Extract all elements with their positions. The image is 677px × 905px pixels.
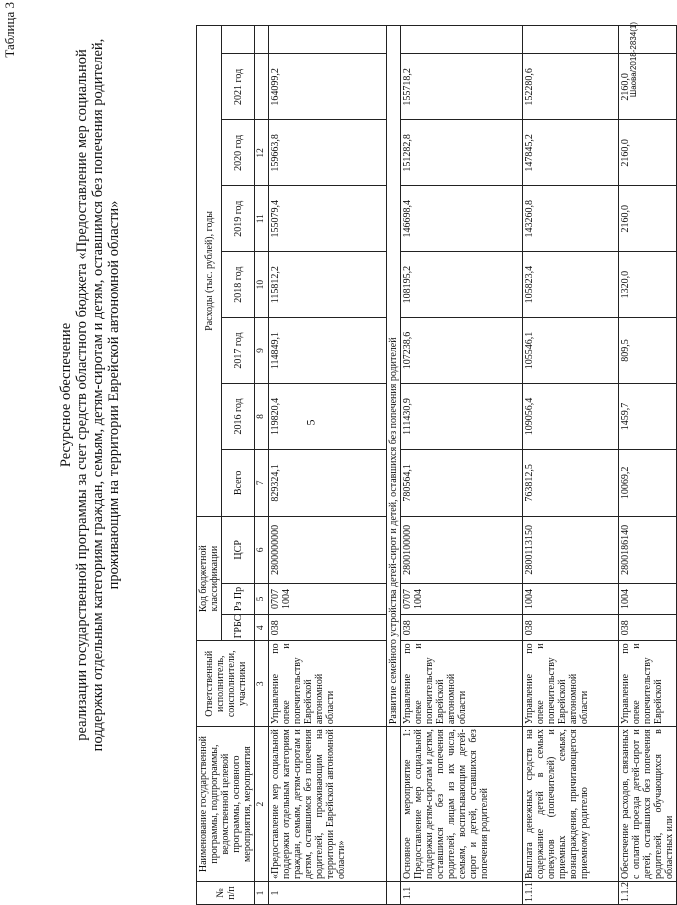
table-row — [619, 26, 677, 905]
title-line-4: проживающим на территории Еврейской автономной области» — [106, 200, 122, 590]
section-title: Развитие семейного устройства детей-сирот и детей, оставшихся без попечения родителей — [387, 26, 401, 727]
col-index: 11 — [255, 186, 269, 252]
header-year-2019: 2019 год — [222, 186, 255, 252]
row-blank — [619, 26, 677, 54]
row-name: Выплата денежных средств на содержание детей в семьях опекунов (попечителей) и приемных семьях, вознаграждения, причитающегося приемному родителю — [523, 727, 619, 882]
header-row-1 — [197, 26, 222, 905]
row-2017: 105546,1 — [523, 318, 619, 384]
header-year-2018: 2018 год — [222, 252, 255, 318]
row-total: 829324,1 — [269, 449, 387, 516]
header-csr: ЦСР — [222, 516, 255, 583]
row-csr: 2800113150 — [523, 516, 619, 583]
row-csr: 2800186140 — [619, 516, 677, 583]
row-rz-pr: 1004 — [619, 583, 677, 614]
row-total: 780564,1 — [401, 449, 523, 516]
col-index: 7 — [255, 449, 269, 516]
row-2018: 108195,2 — [401, 252, 523, 318]
column-index-row — [255, 26, 269, 905]
signature-footer: Шаова/2018-2834(1) — [629, 22, 638, 98]
row-2017: 107238,6 — [401, 318, 523, 384]
row-2018: 115812,2 — [269, 252, 387, 318]
section-num-blank — [387, 881, 401, 904]
header-num: № п/п — [197, 881, 255, 904]
title-line-1: Ресурсное обеспечение — [58, 322, 74, 468]
table-row — [523, 26, 619, 905]
row-num: 1.1 — [401, 881, 523, 904]
col-index: 4 — [255, 615, 269, 641]
row-csr: 2800000000 — [269, 516, 387, 583]
title-line-3: поддержки отдельным категориям граждан, семьям, детям-сиротам и детям, оставшимся без попечения родителей, — [90, 38, 106, 752]
row-2018: 1320,0 — [619, 252, 677, 318]
row-executor: Управление по опеке и попечительству Еврейской автономной области — [401, 641, 523, 727]
header-name: Наименование государственной программы, подпрограммы, ведомственной целевой программы, основного мероприятия, мероприятия — [197, 727, 255, 882]
row-2019: 143260,8 — [523, 186, 619, 252]
row-rz-pr: 1004 — [523, 583, 619, 614]
row-total: 10069,2 — [619, 449, 677, 516]
header-total: Всего — [222, 449, 255, 516]
col-index — [255, 54, 269, 120]
title-line-2: реализации государственной программы за счет средств областного бюджета «Предоставление мер социальной — [74, 49, 90, 741]
header-year-2016: 2016 год — [222, 383, 255, 449]
header-budget-code: Код бюджетной классификации — [197, 516, 222, 641]
row-2021: 164099,2 — [269, 54, 387, 120]
table-row — [269, 26, 387, 905]
resource-table — [196, 25, 677, 905]
col-index: 6 — [255, 516, 269, 583]
row-blank — [523, 26, 619, 54]
header-year-2021: 2021 год — [222, 54, 255, 120]
row-2019: 146698,4 — [401, 186, 523, 252]
row-2017: 114849,1 — [269, 318, 387, 384]
row-name: «Предоставление мер социальной поддержки отдельным категориям граждан, семьям, детям-сиротам и детям, оставшимся без попечения родителей, проживающим на территории Еврейской автономной области» — [269, 727, 387, 882]
section-row — [387, 26, 401, 905]
col-index: 2 — [255, 727, 269, 882]
row-2016: 119820,4 — [269, 383, 387, 449]
col-index: 10 — [255, 252, 269, 318]
row-num: 1.1.2 — [619, 881, 677, 904]
header-grbs: ГРБС — [222, 615, 255, 641]
col-index: 1 — [255, 881, 269, 904]
col-index: 12 — [255, 120, 269, 186]
col-index — [255, 26, 269, 54]
header-executor: Ответственный исполнитель, соисполнители, участники — [197, 641, 255, 727]
table-label: Таблица 3 — [2, 2, 17, 58]
row-2019: 155079,4 — [269, 186, 387, 252]
row-2020: 159663,8 — [269, 120, 387, 186]
row-2021: 155718,2 — [401, 54, 523, 120]
header-year-2020: 2020 год — [222, 120, 255, 186]
document-title — [58, 35, 122, 755]
page-number-top: 5 — [303, 419, 318, 426]
row-total: 763812,5 — [523, 449, 619, 516]
col-index: 5 — [255, 583, 269, 614]
row-blank — [401, 26, 523, 54]
row-name: Обеспечение расходов, связанных с оплатой проезда детей-сирот и детей, оставшихся без попечения родителей, обучающихся в областных или — [619, 727, 677, 882]
row-name: Основное мероприятие 1: Предоставление мер социальной поддержки детям-сиротам и детям, оставшимся без попечения родителей, лицам из их числа, семьям, воспитывающим детей-сирот и детей, оставшихся без попечения родителей — [401, 727, 523, 882]
row-rz-pr: 0707 1004 — [269, 583, 387, 614]
row-rz-pr: 0707 1004 — [401, 583, 523, 614]
row-2016: 109056,4 — [523, 383, 619, 449]
header-rz-pr: Рз Пр — [222, 583, 255, 614]
row-executor: Управление по опеке и попечительству Еврейской автономной области — [269, 641, 387, 727]
row-2018: 105823,4 — [523, 252, 619, 318]
row-2021: 152280,6 — [523, 54, 619, 120]
row-2020: 151282,8 — [401, 120, 523, 186]
row-num: 1.1.1 — [523, 881, 619, 904]
row-2019: 2160,0 — [619, 186, 677, 252]
row-grbs: 038 — [269, 615, 387, 641]
header-year-2017: 2017 год — [222, 318, 255, 384]
row-2017: 809,5 — [619, 318, 677, 384]
row-2020: 147845,2 — [523, 120, 619, 186]
section-name-blank — [387, 727, 401, 882]
col-index: 9 — [255, 318, 269, 384]
header-expenses: Расходы (тыс. рублей), годы — [197, 26, 222, 517]
row-grbs: 038 — [619, 615, 677, 641]
row-blank — [269, 26, 387, 54]
row-2016: 1459,7 — [619, 383, 677, 449]
row-2021: 2160,0 — [619, 54, 677, 120]
row-2016: 111430,9 — [401, 383, 523, 449]
row-grbs: 038 — [401, 615, 523, 641]
table-row — [401, 26, 523, 905]
header-blank — [222, 26, 255, 54]
col-index: 8 — [255, 383, 269, 449]
row-executor: Управление по опеке и попечительству Еврейской автономной области — [523, 641, 619, 727]
row-csr: 2800100000 — [401, 516, 523, 583]
col-index: 3 — [255, 641, 269, 727]
row-2020: 2160,0 — [619, 120, 677, 186]
row-num: 1 — [269, 881, 387, 904]
row-grbs: 038 — [523, 615, 619, 641]
row-executor: Управление по опеке и попечительству Еврейской — [619, 641, 677, 727]
